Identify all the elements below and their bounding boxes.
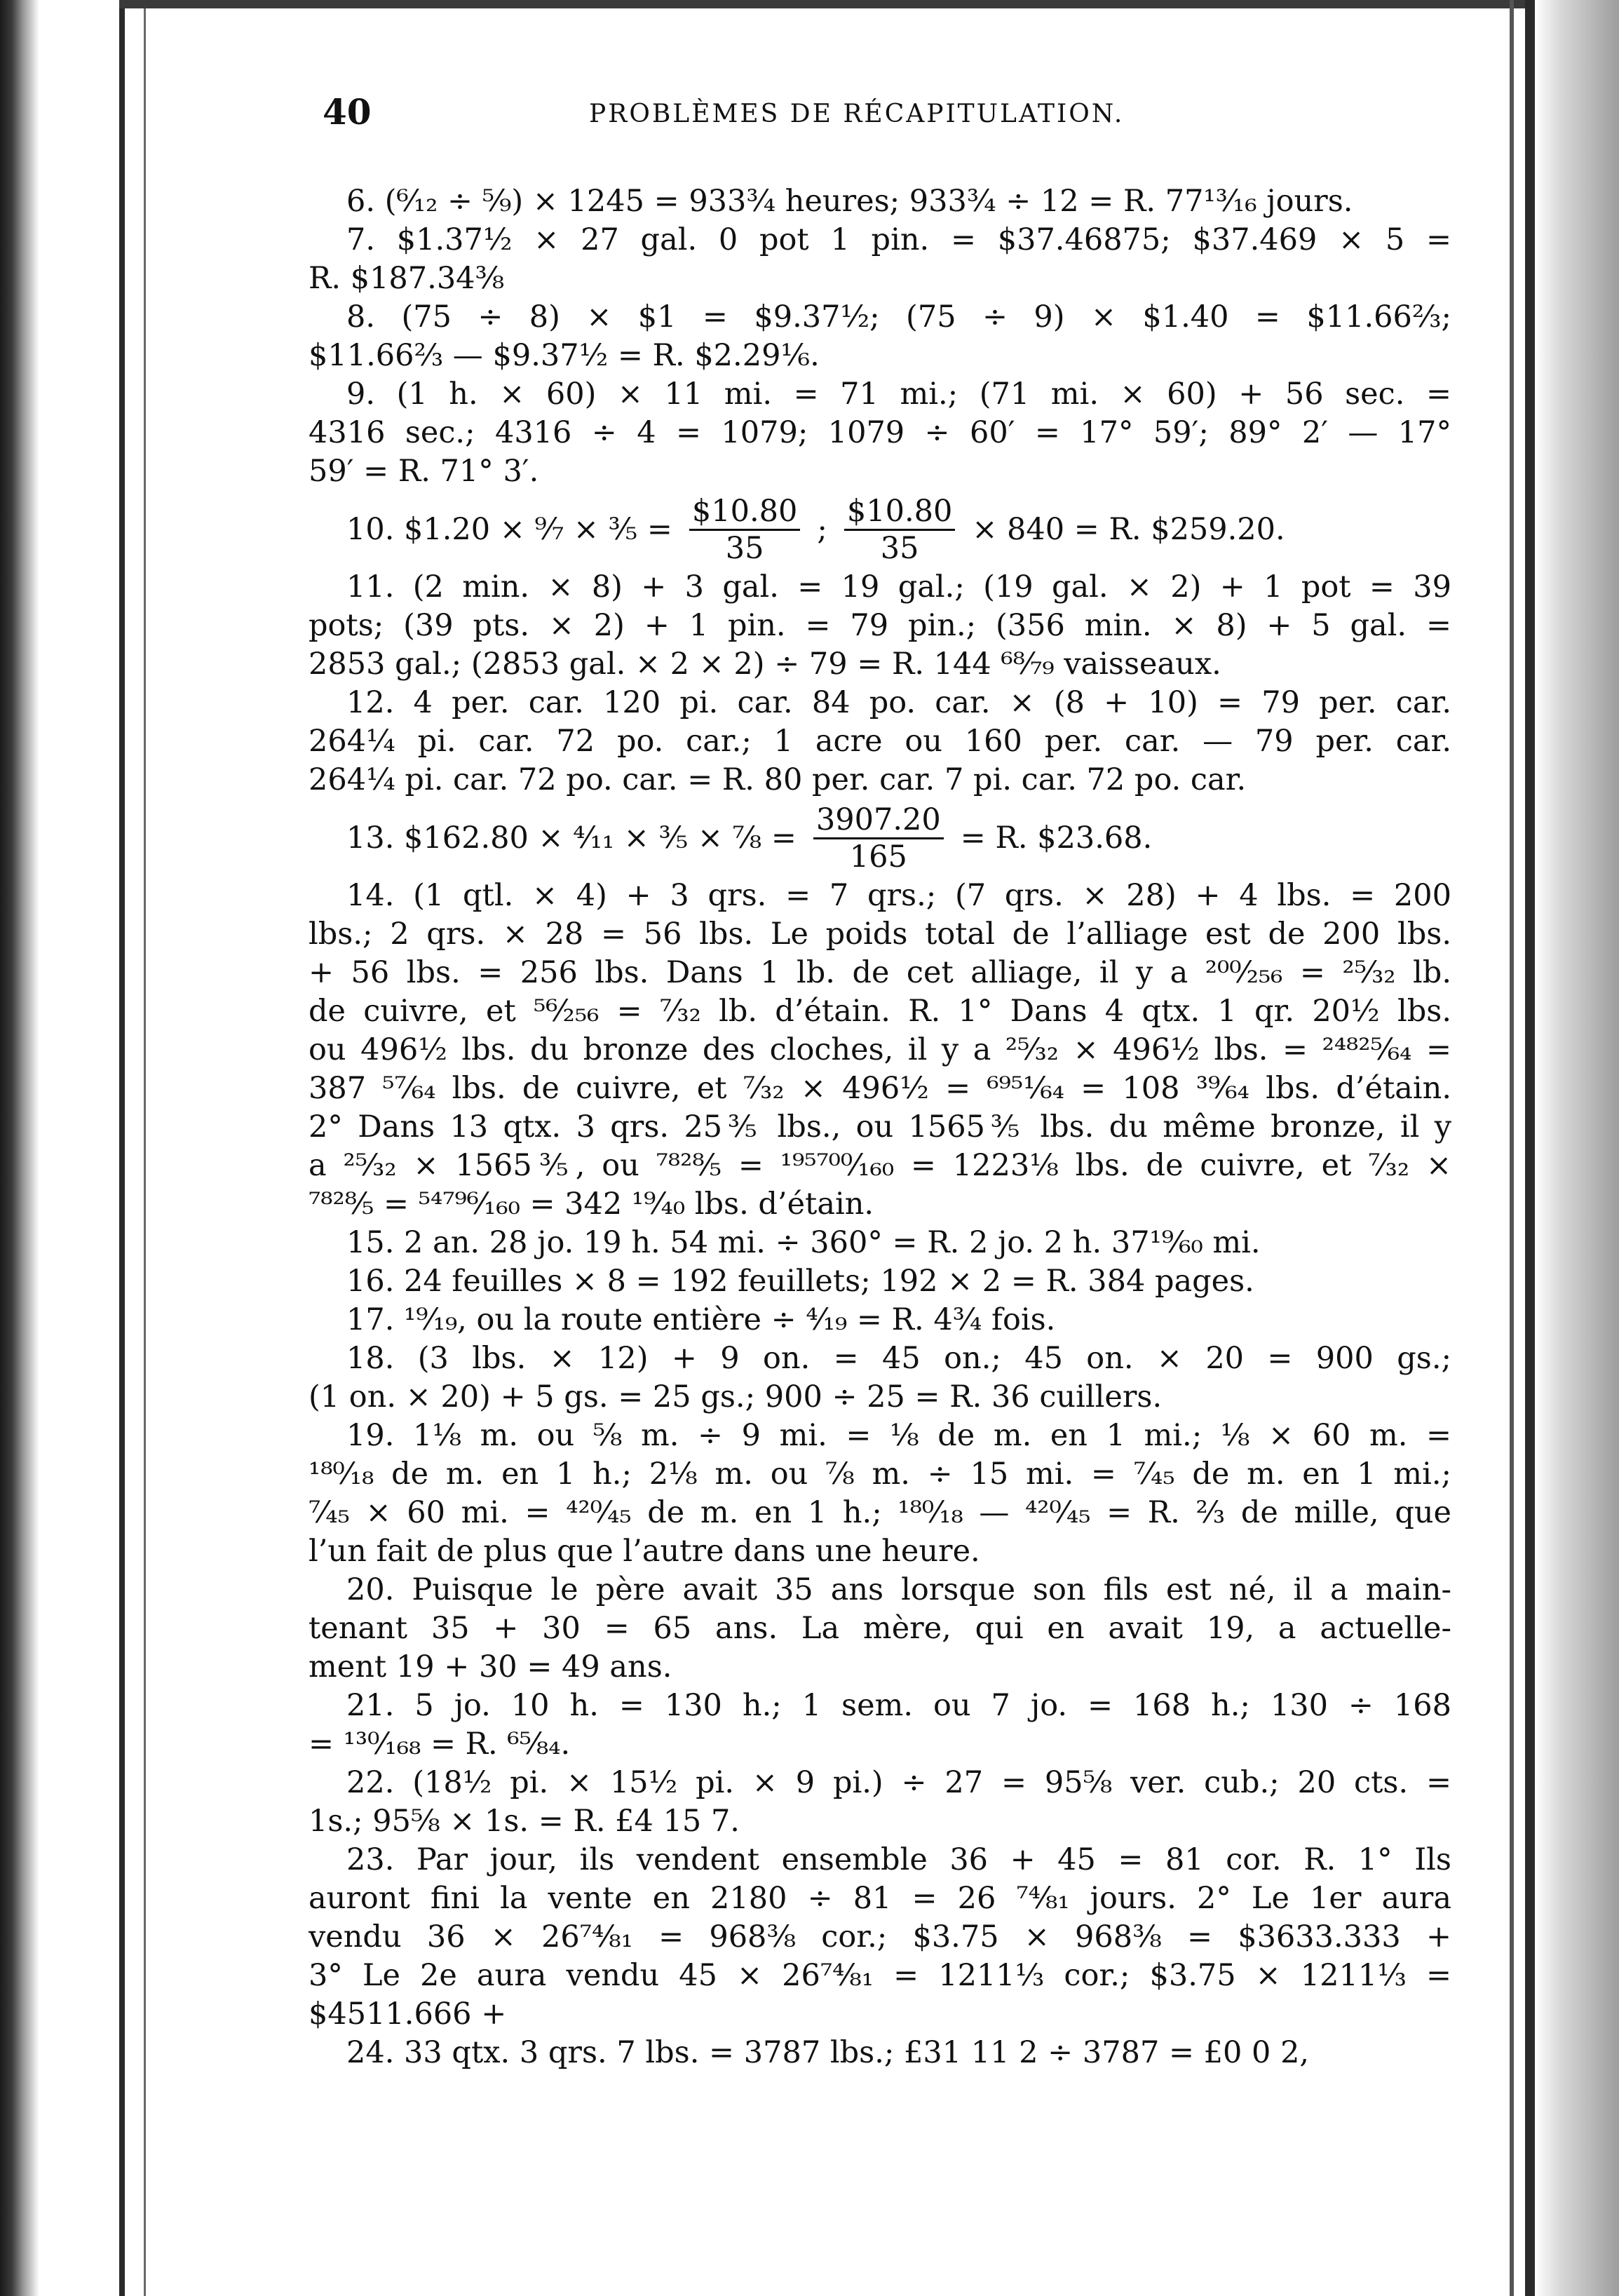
equation-prefix: 13. $162.80 × ⁴⁄₁₁ × ⅗ × ⅞ = <box>346 820 797 856</box>
problem-line: 22. (18½ pi. × 15½ pi. × 9 pi.) ÷ 27 = 95⅝ ver. cub.; 20 cts. = <box>346 1765 1451 1800</box>
problem-line: R. $187.34⅜ <box>309 261 505 296</box>
fraction <box>844 494 955 566</box>
scan-left-edge <box>0 0 39 2296</box>
problem-13 <box>309 799 1451 877</box>
problem-line: 18. (3 lbs. × 12) + 9 on. = 45 on.; 45 on. × 20 = 900 gs.; <box>346 1341 1451 1376</box>
problem-11 <box>309 568 1451 684</box>
problem-24 <box>309 2034 1451 2072</box>
problem-line: ment 19 + 30 = 49 ans. <box>309 1649 672 1684</box>
problem-line: tenant 35 + 30 = 65 ans. La mère, qui en avait 19, a actuelle- <box>309 1611 1451 1646</box>
problem-line: 19. 1⅛ m. ou ⅝ m. ÷ 9 mi. = ⅛ de m. en 1 mi.; ⅛ × 60 m. = <box>346 1418 1451 1453</box>
problem-line: 59′ = R. 71° 3′. <box>309 454 539 489</box>
fraction-denominator: 165 <box>849 839 907 874</box>
problem-line: 2853 gal.; (2853 gal. × 2 × 2) ÷ 79 = R. 144 ⁶⁸⁄₇₉ vaisseaux. <box>309 647 1221 682</box>
fraction-numerator: $10.80 <box>689 494 800 531</box>
problem-line: 21. 5 jo. 10 h. = 130 h.; 1 sem. ou 7 jo. = 168 h.; 130 ÷ 168 <box>346 1688 1451 1723</box>
problem-10 <box>309 491 1451 568</box>
problem-line: ou 496½ lbs. du bronze des cloches, il y a ²⁵⁄₃₂ × 496½ lbs. = ²⁴⁸²⁵⁄₆₄ = <box>309 1032 1451 1067</box>
problem-15 <box>309 1224 1451 1262</box>
equation-suffix: = R. $23.68. <box>960 820 1153 856</box>
fraction-numerator: $10.80 <box>844 494 955 531</box>
problem-line: 12. 4 per. car. 120 pi. car. 84 po. car. × (8 + 10) = 79 per. car. <box>346 685 1451 720</box>
scan-top-edge <box>119 0 1529 8</box>
problem-line: 1s.; 95⅝ × 1s. = R. £4 15 7. <box>309 1804 740 1839</box>
problem-16 <box>309 1262 1451 1301</box>
problem-line: 7. $1.37½ × 27 gal. 0 pot 1 pin. = $37.46875; $37.469 × 5 = <box>346 222 1451 257</box>
equation-suffix: × 840 = R. $259.20. <box>972 511 1285 547</box>
problem-line: 264¼ pi. car. 72 po. car.; 1 acre ou 160 per. car. — 79 per. car. <box>309 724 1451 759</box>
problem-6 <box>309 182 1451 221</box>
problem-line: ⁷⁄₄₅ × 60 mi. = ⁴²⁰⁄₄₅ de m. en 1 h.; ¹⁸⁰⁄₁₈ — ⁴²⁰⁄₄₅ = R. ⅔ de mille, que <box>309 1495 1451 1530</box>
problem-line: 264¼ pi. car. 72 po. car. = R. 80 per. car. 7 pi. car. 72 po. car. <box>309 762 1247 797</box>
page-number: 40 <box>323 91 372 133</box>
problem-line: a ²⁵⁄₃₂ × 1565⅗, ou ⁷⁸²⁸⁄₅ = ¹⁹⁵⁷⁰⁰⁄₁₆₀ = 1223⅛ lbs. de cuivre, et ⁷⁄₃₂ × <box>309 1148 1451 1183</box>
problem-line: (1 on. × 20) + 5 gs. = 25 gs.; 900 ÷ 25 = R. 36 cuillers. <box>309 1379 1163 1414</box>
problem-line: 16. 24 feuilles × 8 = 192 feuillets; 192 × 2 = R. 384 pages. <box>346 1264 1254 1299</box>
running-title: PROBLÈMES DE RÉCAPITULATION. <box>589 100 1125 128</box>
page-header <box>309 84 1451 140</box>
problem-line: 14. (1 qtl. × 4) + 3 qrs. = 7 qrs.; (7 qrs. × 28) + 4 lbs. = 200 <box>346 878 1451 913</box>
fraction-numerator: 3907.20 <box>813 802 944 839</box>
scan-right-edge <box>1535 0 1619 2296</box>
problem-line: $4511.666 + <box>309 1997 507 2032</box>
problem-14 <box>309 877 1451 1224</box>
problem-21 <box>309 1687 1451 1764</box>
problem-20 <box>309 1571 1451 1687</box>
problem-line: lbs.; 2 qrs. × 28 = 56 lbs. Le poids total de l’alliage est de 200 lbs. <box>309 917 1451 952</box>
problem-line: 24. 33 qtx. 3 qrs. 7 lbs. = 3787 lbs.; £31 11 2 ÷ 3787 = £0 0 2, <box>346 2035 1310 2070</box>
problem-line: pots; (39 pts. × 2) + 1 pin. = 79 pin.; (356 min. × 8) + 5 gal. = <box>309 608 1451 643</box>
page-content <box>309 84 1451 2072</box>
problem-line: 17. ¹⁹⁄₁₉, ou la route entière ÷ ⁴⁄₁₉ = R. 4¾ fois. <box>346 1302 1056 1337</box>
problem-9 <box>309 375 1451 491</box>
problem-line: 23. Par jour, ils vendent ensemble 36 + 45 = 81 cor. R. 1° Ils <box>346 1842 1451 1877</box>
problem-22 <box>309 1764 1451 1841</box>
problem-7 <box>309 221 1451 298</box>
problem-line: + 56 lbs. = 256 lbs. Dans 1 lb. de cet alliage, il y a ²⁰⁰⁄₂₅₆ = ²⁵⁄₃₂ lb. <box>309 955 1451 990</box>
problem-line: $11.66⅔ — $9.37½ = R. $2.29⅙. <box>309 338 820 373</box>
problem-line: de cuivre, et ⁵⁶⁄₂₅₆ = ⁷⁄₃₂ lb. d’étain. R. 1° Dans 4 qtx. 1 qr. 20½ lbs. <box>309 994 1451 1029</box>
scan-binding-line <box>119 0 125 2296</box>
problem-line: auront fini la vente en 2180 ÷ 81 = 26 ⁷⁴⁄₈₁ jours. 2° Le 1er aura <box>309 1881 1451 1916</box>
problem-18 <box>309 1339 1451 1417</box>
problem-8 <box>309 298 1451 375</box>
problem-line: 387 ⁵⁷⁄₆₄ lbs. de cuivre, et ⁷⁄₃₂ × 496½ = ⁶⁹⁵¹⁄₆₄ = 108 ³⁹⁄₆₄ lbs. d’étain. <box>309 1071 1451 1106</box>
problem-line: 8. (75 ÷ 8) × $1 = $9.37½; (75 ÷ 9) × $1.40 = $11.66⅔; <box>346 299 1451 335</box>
problem-line: = ¹³⁰⁄₁₆₈ = R. ⁶⁵⁄₈₄. <box>309 1727 571 1762</box>
problem-line: 15. 2 an. 28 jo. 19 h. 54 mi. ÷ 360° = R. 2 jo. 2 h. 37¹⁹⁄₆₀ mi. <box>346 1225 1261 1260</box>
problem-19 <box>309 1417 1451 1571</box>
fraction <box>689 494 800 566</box>
problem-line: 6. (⁶⁄₁₂ ÷ ⁵⁄₉) × 1245 = 933¾ heures; 933¾ ÷ 12 = R. 77¹³⁄₁₆ jours. <box>346 184 1353 219</box>
problem-line: 4316 sec.; 4316 ÷ 4 = 1079; 1079 ÷ 60′ = 17° 59′; 89° 2′ — 17° <box>309 415 1451 450</box>
problem-17 <box>309 1301 1451 1339</box>
fraction <box>813 802 944 874</box>
problem-line: vendu 36 × 26⁷⁴⁄₈₁ = 968⅜ cor.; $3.75 × 968⅜ = $3633.333 + <box>309 1919 1451 1954</box>
problem-line: 2° Dans 13 qtx. 3 qrs. 25⅗ lbs., ou 1565⅗ lbs. du même bronze, il y <box>309 1109 1451 1144</box>
fraction-equation-line <box>309 491 1451 568</box>
problem-line: 11. (2 min. × 8) + 3 gal. = 19 gal.; (19 gal. × 2) + 1 pot = 39 <box>346 569 1451 605</box>
fraction-equation-line <box>309 799 1451 877</box>
problem-line: ¹⁸⁰⁄₁₈ de m. en 1 h.; 2⅛ m. ou ⅞ m. ÷ 15 mi. = ⁷⁄₄₅ de m. en 1 mi.; <box>309 1457 1451 1492</box>
fraction-denominator: 35 <box>880 530 919 566</box>
problem-line: ⁷⁸²⁸⁄₅ = ⁵⁴⁷⁹⁶⁄₁₆₀ = 342 ¹⁹⁄₄₀ lbs. d’étain. <box>309 1187 874 1222</box>
equation-separator: ; <box>817 511 827 547</box>
problem-line: l’un fait de plus que l’autre dans une heure. <box>309 1534 980 1569</box>
problem-23 <box>309 1841 1451 2034</box>
problem-line: 20. Puisque le père avait 35 ans lorsque son fils est né, il a main- <box>346 1572 1451 1607</box>
equation-prefix: 10. $1.20 × ⁹⁄₇ × ⅗ = <box>346 511 672 547</box>
problem-line: 3° Le 2e aura vendu 45 × 26⁷⁴⁄₈₁ = 1211⅓ cor.; $3.75 × 1211⅓ = <box>309 1958 1451 1993</box>
fraction-denominator: 35 <box>725 530 764 566</box>
problems-list <box>309 182 1451 2072</box>
scan-right-line-thin <box>1510 0 1514 2296</box>
scan-binding-line-thin <box>144 7 146 2296</box>
problem-12 <box>309 684 1451 799</box>
problem-line: 9. (1 h. × 60) × 11 mi. = 71 mi.; (71 mi. × 60) + 56 sec. = <box>346 377 1451 412</box>
